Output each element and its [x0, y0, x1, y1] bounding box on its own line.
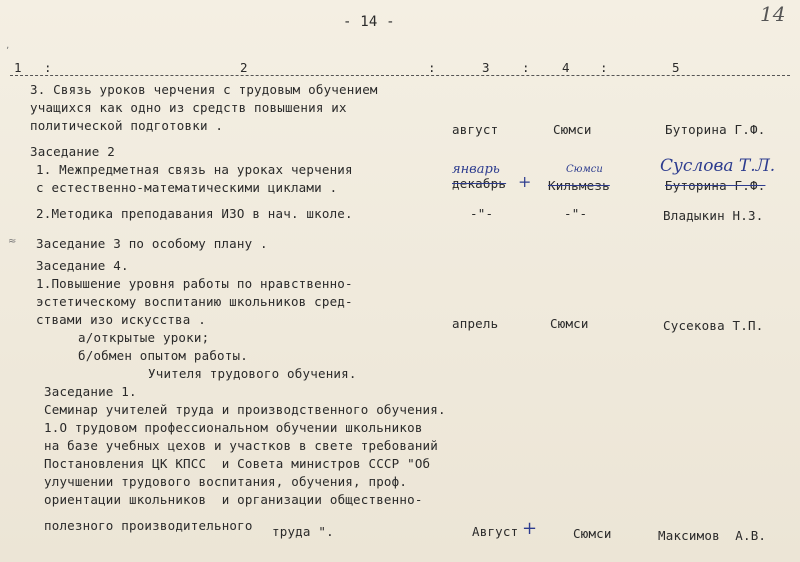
seminar-line5: улучшении трудового воспитания, обучения, проф.	[44, 474, 408, 489]
meeting4-place: Сюмси	[550, 316, 589, 331]
seminar-meeting-title: Заседание 1.	[44, 384, 137, 399]
header-rule	[10, 75, 790, 76]
meeting2-item2-person: Владыкин Н.З.	[663, 208, 764, 223]
seminar-line4: Постановления ЦК КПСС и Совета министров СССР "Об	[44, 456, 431, 471]
header-sep1: :	[428, 60, 436, 75]
seminar-plus-mark: +	[522, 518, 538, 539]
row1-line3: политической подготовки .	[30, 118, 224, 133]
header-sep2: :	[522, 60, 530, 75]
header-col5: 5	[672, 60, 680, 75]
seminar-line3: на базе учебных цехов и участков в свете требований	[44, 438, 439, 453]
meeting2-person-struck: Буторина Г.Ф.	[665, 178, 766, 193]
seminar-date: Август	[472, 524, 519, 539]
seminar-line7: полезного производительного	[44, 518, 253, 533]
row1-line1: 3. Связь уроков черчения с трудовым обучением	[30, 82, 378, 97]
meeting2-plus-mark: +	[518, 172, 532, 191]
meeting2-place-struck: Кильмезь	[548, 178, 610, 193]
meeting2-item2-date: -"-	[470, 206, 494, 221]
meeting2-person-handwritten: Суслова Т.Л.	[660, 156, 776, 176]
meeting4-title: Заседание 4.	[36, 258, 129, 273]
meeting2-title: Заседание 2	[30, 144, 115, 159]
row1-line2: учащихся как одно из средств повышения их	[30, 100, 347, 115]
meeting2-place-handwritten: Сюмси	[566, 164, 603, 175]
meeting4-person: Сусекова Т.П.	[663, 318, 764, 333]
section-title: Учителя трудового обучения.	[148, 366, 357, 381]
header-col1: 1	[14, 60, 22, 75]
header-col2: 2	[240, 60, 248, 75]
meeting2-item2: 2.Методика преподавания ИЗО в нач. школе.	[36, 206, 353, 221]
seminar-line1: Семинар учителей труда и производственного обучения.	[44, 402, 446, 417]
header-sep3: :	[600, 60, 608, 75]
corner-page-number: 14	[760, 2, 786, 26]
meeting2-date: декабрь	[452, 176, 507, 191]
meeting3-title: Заседание 3 по особому плану .	[36, 236, 268, 251]
row1-person: Буторина Г.Ф.	[665, 122, 766, 137]
meeting2-line2: с естественно-математическими циклами .	[36, 180, 338, 195]
seminar-line6: ориентации школьников и организации общественно-	[44, 492, 423, 507]
meeting2-item2-place: -"-	[564, 206, 588, 221]
seminar-person: Максимов А.В.	[658, 528, 767, 543]
meeting4-line4: а/открытые уроки;	[78, 330, 210, 345]
row1-date: август	[452, 122, 499, 137]
row1-place: Сюмси	[553, 122, 592, 137]
meeting2-date-handwritten: январь	[452, 162, 500, 177]
meeting4-date: апрель	[452, 316, 499, 331]
meeting4-line2: эстетическому воспитанию школьников сред-	[36, 294, 353, 309]
seminar-line2: 1.О трудовом профессиональном обучении школьников	[44, 420, 423, 435]
header-col1b: :	[44, 60, 52, 75]
header-col3: 3	[482, 60, 490, 75]
seminar-place: Сюмси	[573, 526, 612, 541]
meeting2-line1: 1. Межпредметная связь на уроках черчения	[36, 162, 353, 177]
meeting4-line1: 1.Повышение уровня работы по нравственно-	[36, 276, 353, 291]
margin-mark: ʼ	[6, 46, 10, 57]
seminar-line7b: труда ".	[272, 524, 334, 539]
meeting4-line3: ствами изо искусства .	[36, 312, 206, 327]
meeting4-line5: б/обмен опытом работы.	[78, 348, 248, 363]
margin-mark-2: ≈	[8, 236, 17, 247]
page-number: - 14 -	[343, 14, 395, 30]
header-col4: 4	[562, 60, 570, 75]
